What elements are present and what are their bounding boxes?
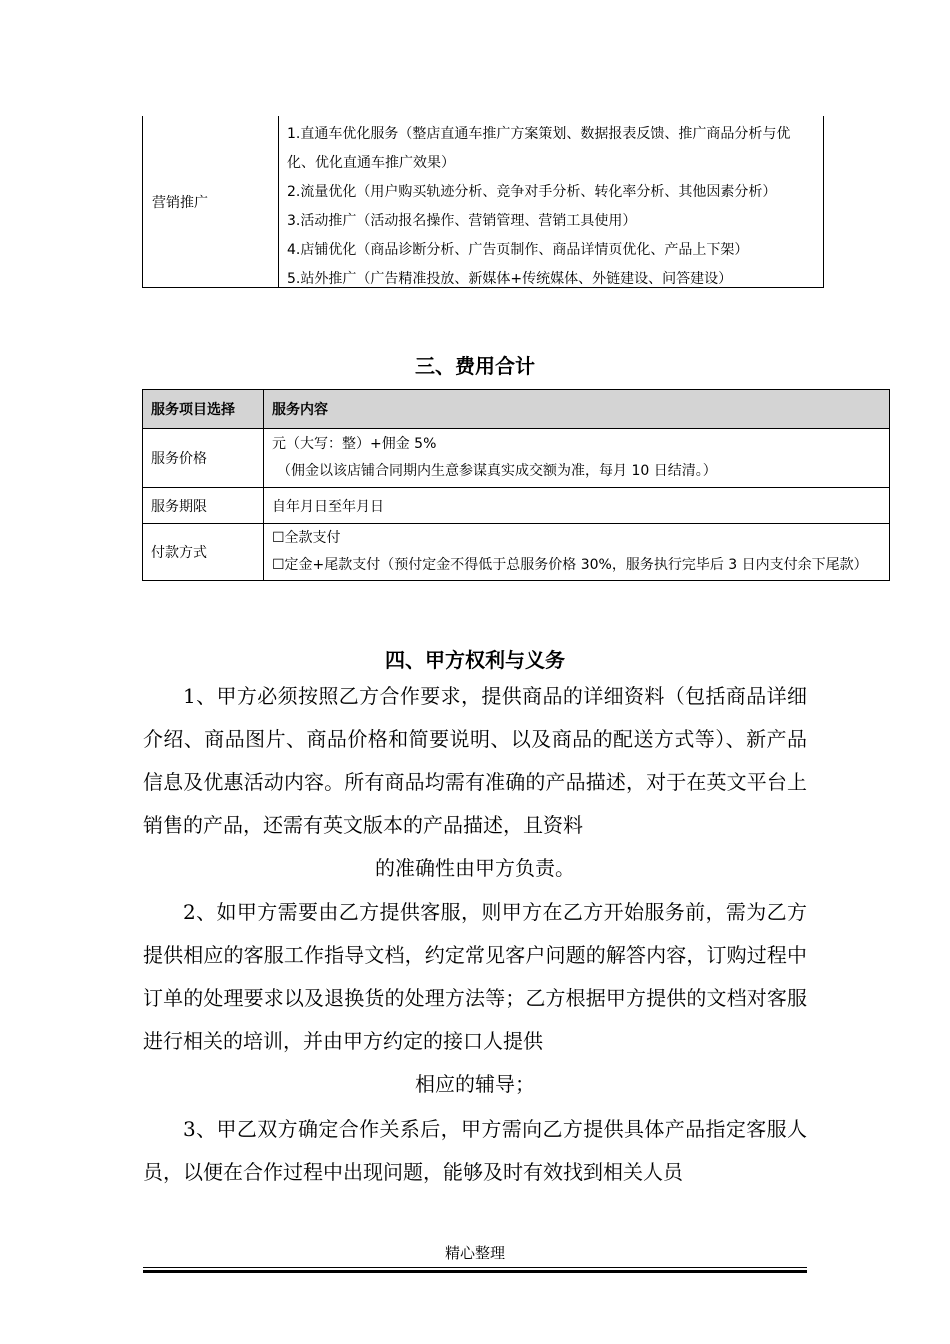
fee-table-header <box>143 390 890 429</box>
marketing-table <box>142 116 824 288</box>
marketing-item: 5.站外推广（广告精准投放、新媒体+传统媒体、外链建设、问答建设） <box>287 271 733 287</box>
payment-label: 付款方式 <box>143 524 264 581</box>
marketing-item: 4.店铺优化（商品诊断分析、广告页制作、商品详情页优化、产品上下架） <box>287 242 749 258</box>
paragraph <box>143 891 807 1106</box>
price-content <box>264 429 890 488</box>
paragraph-body: 1、甲方必须按照乙方合作要求，提供商品的详细资料（包括商品详细介绍、商品图片、商品价格和简要说明、以及商品的配送方式等）、新产品信息及优惠活动内容。所有商品均需有准确的产品描述，对于在英文平台上销售的产品，还需有英文版本的产品描述，且资料 <box>143 684 807 837</box>
fee-table <box>142 389 890 581</box>
footer-rule <box>143 1267 807 1268</box>
paragraph-tail: 相应的辅导； <box>415 1072 535 1096</box>
marketing-item: 1.直通车优化服务（整店直通车推广方案策划、数据报表反馈、推广商品分析与优化、优化直通车推广效果） <box>287 126 791 171</box>
term-label: 服务期限 <box>143 488 264 524</box>
payment-options <box>264 524 890 581</box>
footer-rule <box>143 1270 807 1273</box>
section4-title: 四、甲方权利与义务 <box>385 648 565 672</box>
paragraph-body: 2、如甲方需要由乙方提供客服，则甲方在乙方开始服务前，需为乙方提供相应的客服工作指导文档，约定常见客户问题的解答内容，订购过程中订单的处理要求以及退换货的处理方法等；乙方根据甲方提供的文档对客服进行相关的培训，并由甲方约定的接口人提供 <box>143 900 807 1053</box>
price-label: 服务价格 <box>143 429 264 488</box>
price-line: 元（大写：整）+佣金 5% <box>272 436 437 452</box>
price-note: （佣金以该店铺合同期内生意参谋真实成交额为准，每月 10 日结清。） <box>277 463 717 479</box>
table-row <box>143 429 890 488</box>
paragraph <box>143 1108 807 1194</box>
paragraph-body: 3、甲乙双方确定合作关系后，甲方需向乙方提供具体产品指定客服人员，以便在合作过程中出现问题，能够及时有效找到相关人员 <box>143 1117 807 1184</box>
table-row <box>143 524 890 581</box>
payment-option-full: ☐全款支付 <box>272 530 341 546</box>
marketing-item: 3.活动推广（活动报名操作、营销管理、营销工具使用） <box>287 213 637 229</box>
paragraph-tail: 的准确性由甲方负责。 <box>375 856 575 880</box>
paragraph <box>143 675 807 890</box>
marketing-label: 营销推广 <box>152 195 208 211</box>
payment-option-deposit: ☐定金+尾款支付（预付定金不得低于总服务价格 30%，服务执行完毕后 3 日内支付余下尾款） <box>272 557 868 573</box>
footer-text: 精心整理 <box>444 1244 505 1262</box>
section3-title: 三、费用合计 <box>415 354 535 378</box>
marketing-item: 2.流量优化（用户购买轨迹分析、竞争对手分析、转化率分析、其他因素分析） <box>287 184 777 200</box>
column-divider <box>278 116 279 287</box>
table-row <box>143 488 890 524</box>
marketing-items <box>287 120 817 294</box>
header-service-content: 服务内容 <box>264 390 890 429</box>
header-service-item: 服务项目选择 <box>143 390 264 429</box>
term-value: 自年月日至年月日 <box>264 488 890 524</box>
